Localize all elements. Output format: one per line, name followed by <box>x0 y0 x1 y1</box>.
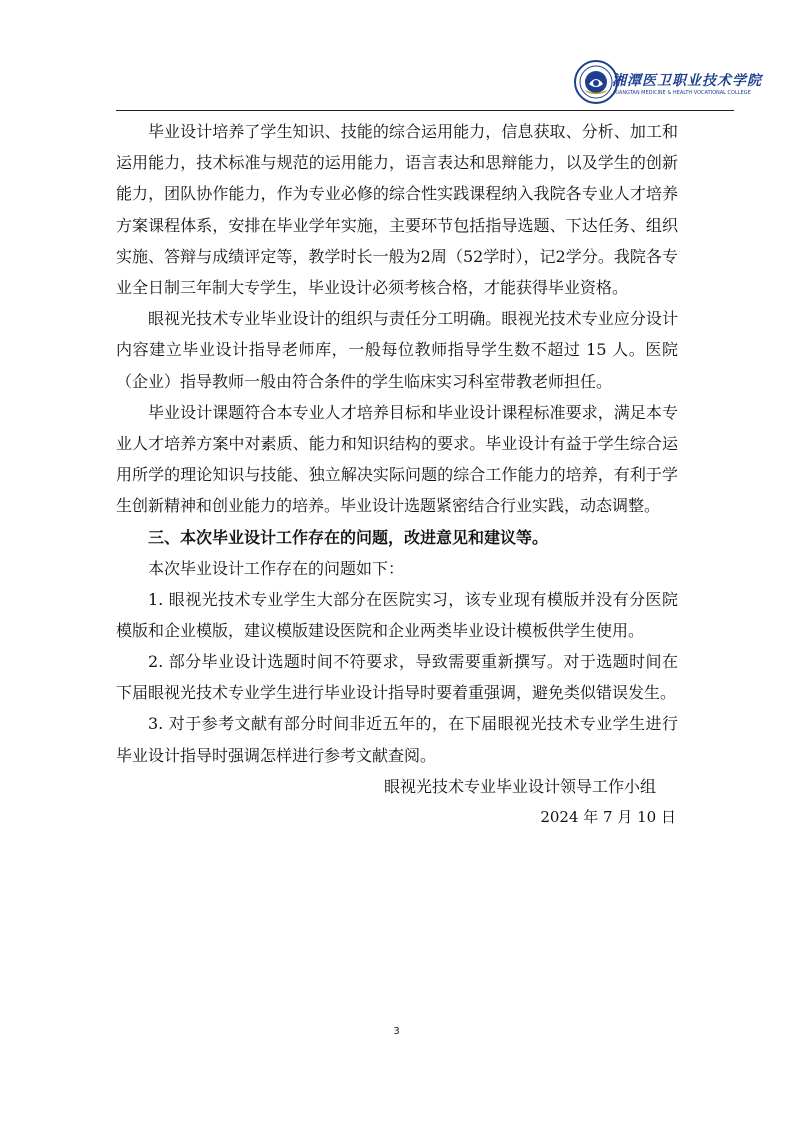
page-header <box>0 0 793 112</box>
paragraph-graduation-design-purpose: 毕业设计培养了学生知识、技能的综合运用能力，信息获取、分析、加工和运用能力，技术标准与规范的运用能力，语言表达和思辩能力，以及学生的创新能力，团队协作能力，作为专业必修的综合性实践课程纳入我院各专业人才培养方案课程体系，安排在毕业学年实施，主要环节包括指导选题、下达任务、组织实施、答辩与成绩评定等，教学时长一般为2周（52学时），记2学分。我院各专业全日制三年制大专学生，毕业设计必须考核合格，才能获得毕业资格。 <box>116 122 678 298</box>
issue-item-2: 2. 部分毕业设计选题时间不符要求，导致需要重新撰写。对于选题时间在下届眼视光技术专业学生进行毕业设计指导时要着重强调，避免类似错误发生。 <box>116 652 678 703</box>
section-heading-issues: 三、本次毕业设计工作存在的问题，改进意见和建议等。 <box>148 527 549 547</box>
signature-date: 2024 年 7 月 10 日 <box>540 808 676 827</box>
issue-item-3: 3. 对于参考文献有部分时间非近五年的，在下届眼视光技术专业学生进行毕业设计指导时强调怎样进行参考文献查阅。 <box>116 714 678 765</box>
paragraph-organization: 眼视光技术专业毕业设计的组织与责任分工明确。眼视光技术专业应分设计内容建立毕业设计指导老师库，一般每位教师指导学生数不超过 15 人。医院（企业）指导教师一般由符合条件的学生临床实习科室带教老师担任。 <box>116 309 678 391</box>
header-divider <box>116 110 734 111</box>
school-name: 湘潭医卫职业技术学院 <box>612 73 762 89</box>
issue-item-1: 1. 眼视光技术专业学生大部分在医院实习，该专业现有模版并没有分医院模版和企业模版，建议模版建设医院和企业两类毕业设计模板供学生使用。 <box>116 589 678 640</box>
paragraph-topic-selection: 毕业设计课题符合本专业人才培养目标和毕业设计课程标准要求，满足本专业人才培养方案中对素质、能力和知识结构的要求。毕业设计有益于学生综合运用所学的理论知识与技能、独立解决实际问题的综合工作能力的培养，有利于学生创新精神和创业能力的培养。毕业设计选题紧密结合行业实践，动态调整。 <box>116 402 678 516</box>
signature-group: 眼视光技术专业毕业设计领导工作小组 <box>383 776 656 796</box>
document-body <box>116 116 678 834</box>
page-number: 3 <box>393 1026 400 1037</box>
school-name-english: XIANGTAN MEDICINE & HEALTH VOCATIONAL COLLEGE <box>614 90 751 96</box>
issues-intro: 本次毕业设计工作存在的问题如下： <box>148 558 405 578</box>
